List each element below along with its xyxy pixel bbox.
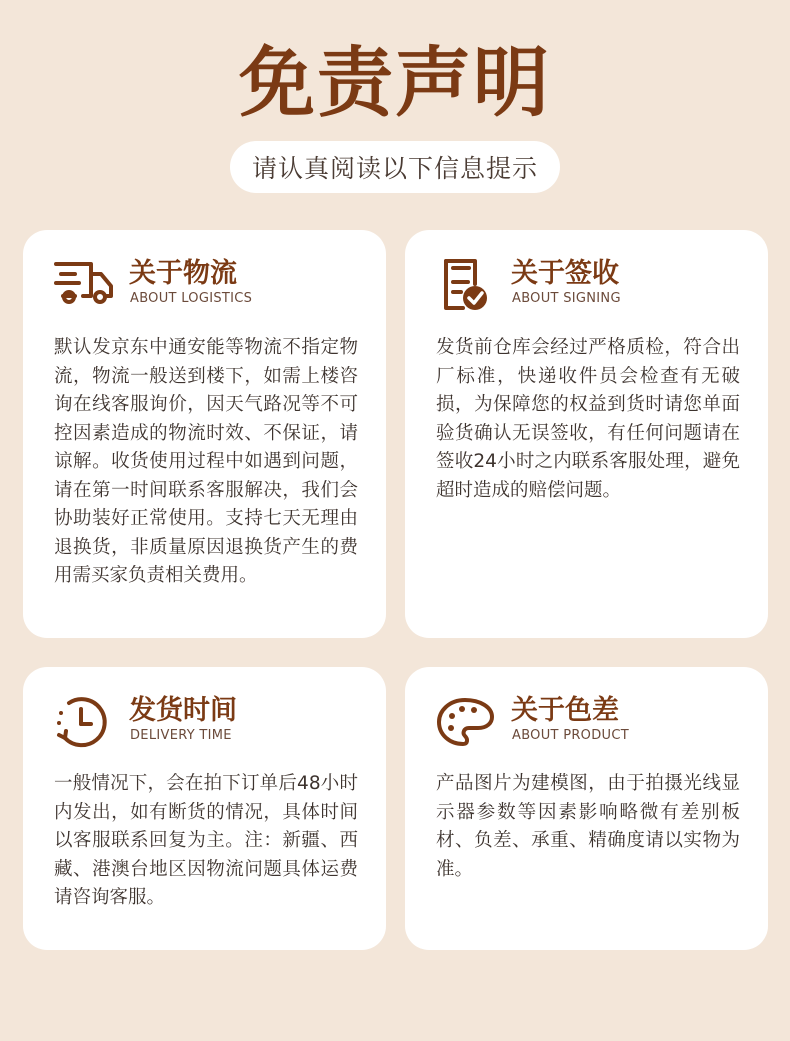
- color-difference-subtitle: ABOUT PRODUCT: [512, 728, 629, 743]
- color-difference-card: [405, 667, 768, 950]
- logistics-card: [23, 230, 386, 638]
- signing-card: [405, 230, 768, 638]
- delivery-truck-icon: [53, 256, 115, 312]
- color-difference-body: 产品图片为建模图，由于拍摄光线显示器参数等因素影响略微有差别板材、负差、承重、精确度请以实物为准。: [436, 773, 740, 880]
- delivery-time-title: 发货时间: [129, 695, 237, 726]
- signing-subtitle: ABOUT SIGNING: [512, 291, 621, 306]
- clock-icon: [53, 693, 115, 749]
- logistics-body: 默认发京东中通安能等物流不指定物流，物流一般送到楼下，如需上楼咨询在线客服询价，因天气路况等不可控因素造成的物流时效、不保证，请谅解。收货使用过程中如遇到问题，请在第一时间联系客服解决，我们会协助装好正常使用。支持七天无理由退换货，非质量原因退换货产生的费用需买家负责相关费用。: [54, 337, 358, 586]
- logistics-subtitle: ABOUT LOGISTICS: [130, 291, 253, 306]
- delivery-time-subtitle: DELIVERY TIME: [130, 728, 232, 743]
- color-difference-title: 关于色差: [511, 695, 619, 726]
- page-subtitle: 请认真阅读以下信息提示: [230, 141, 560, 193]
- page-title: 免责声明: [239, 38, 551, 127]
- delivery-time-card: [23, 667, 386, 950]
- palette-icon: [435, 693, 497, 749]
- signing-title: 关于签收: [511, 258, 619, 289]
- logistics-title: 关于物流: [129, 258, 237, 289]
- clipboard-check-icon: [435, 256, 497, 312]
- delivery-time-body: 一般情况下，会在拍下订单后48小时内发出，如有断货的情况，具体时间以客服联系回复为主。注：新疆、西藏、港澳台地区因物流问题具体运费请咨询客服。: [54, 773, 358, 908]
- signing-body: 发货前仓库会经过严格质检，符合出厂标准，快递收件员会检查有无破损，为保障您的权益到货时请您单面验货确认无误签收，有任何问题请在签收24小时之内联系客服处理，避免超时造成的赔偿问题。: [436, 337, 740, 501]
